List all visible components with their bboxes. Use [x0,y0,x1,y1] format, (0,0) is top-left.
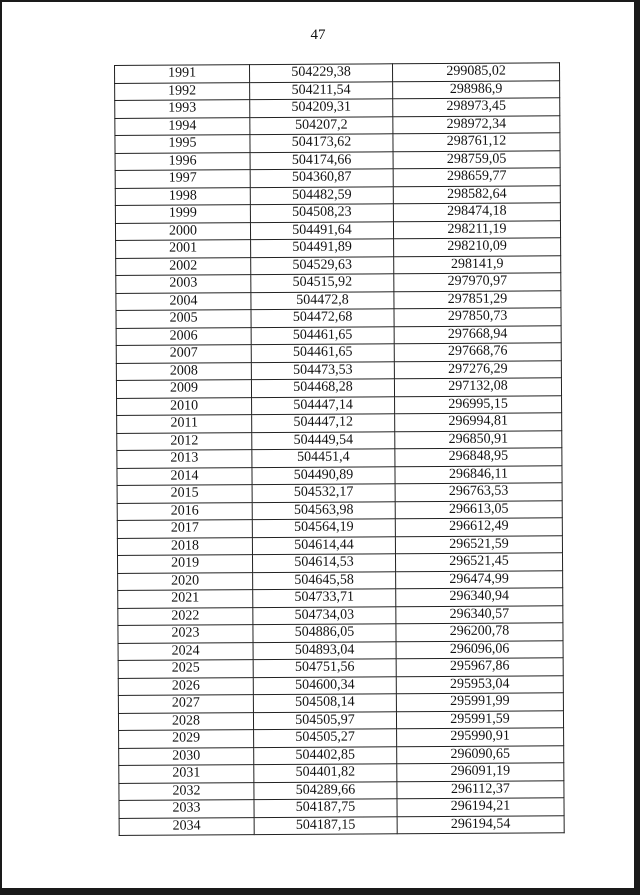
x-coordinate-cell: 504490,89 [252,466,395,484]
x-coordinate-cell: 504508,14 [253,694,396,712]
y-coordinate-cell: 295967,86 [396,658,563,677]
x-coordinate-cell: 504529,63 [251,256,394,274]
x-coordinate-cell: 504229,38 [250,64,393,82]
table-row [119,815,564,835]
y-coordinate-cell: 296613,05 [395,500,562,519]
y-coordinate-cell: 296474,99 [396,570,563,589]
x-coordinate-cell: 504468,28 [251,379,394,397]
x-coordinate-cell: 504472,8 [251,291,394,309]
y-coordinate-cell: 298210,09 [394,238,561,257]
x-coordinate-cell: 504515,92 [251,274,394,292]
y-coordinate-cell: 295953,04 [396,675,563,694]
x-coordinate-cell: 504187,15 [254,816,397,834]
x-coordinate-cell: 504886,05 [253,624,396,642]
y-coordinate-cell: 297970,97 [394,273,561,292]
x-coordinate-cell: 504461,65 [251,326,394,344]
y-coordinate-cell: 296340,57 [396,605,563,624]
point-number-cell: 2003 [116,275,251,293]
x-coordinate-cell: 504482,59 [250,186,393,204]
y-coordinate-cell: 299085,02 [392,63,559,82]
point-number-cell: 2007 [116,345,251,363]
x-coordinate-cell: 504600,34 [253,676,396,694]
y-coordinate-cell: 296090,65 [397,745,564,764]
y-coordinate-cell: 296340,94 [396,588,563,607]
x-coordinate-cell: 504187,75 [254,799,397,817]
point-number-cell: 2009 [116,380,251,398]
y-coordinate-cell: 298973,45 [393,98,560,117]
point-number-cell: 1992 [115,82,250,100]
y-coordinate-cell: 298761,12 [393,133,560,152]
point-number-cell: 1993 [115,100,250,118]
point-number-cell: 2008 [116,362,251,380]
x-coordinate-cell: 504614,53 [252,554,395,572]
point-number-cell: 2018 [117,537,252,555]
point-number-cell: 2014 [117,467,252,485]
y-coordinate-cell: 297276,29 [394,360,561,379]
x-coordinate-cell: 504461,65 [251,344,394,362]
y-coordinate-cell: 297850,73 [394,308,561,327]
y-coordinate-cell: 296200,78 [396,623,563,642]
y-coordinate-cell: 297668,76 [394,343,561,362]
point-number-cell: 1996 [115,152,250,170]
point-number-cell: 2020 [118,572,253,590]
x-coordinate-cell: 504564,19 [252,519,395,537]
point-number-cell: 2021 [118,590,253,608]
point-number-cell: 2023 [118,625,253,643]
y-coordinate-cell: 296521,59 [395,535,562,554]
page-number: 47 [310,27,326,43]
y-coordinate-cell: 296091,19 [397,763,564,782]
y-coordinate-cell: 296194,21 [397,798,564,817]
y-coordinate-cell: 298986,9 [393,80,560,99]
y-coordinate-cell: 297851,29 [394,290,561,309]
x-coordinate-cell: 504563,98 [252,501,395,519]
x-coordinate-cell: 504402,85 [254,746,397,764]
point-number-cell: 2025 [118,660,253,678]
x-coordinate-cell: 504447,12 [252,414,395,432]
x-coordinate-cell: 504505,27 [254,729,397,747]
x-coordinate-cell: 504893,04 [253,641,396,659]
x-coordinate-cell: 504473,53 [251,361,394,379]
x-coordinate-cell: 504532,17 [252,484,395,502]
x-coordinate-cell: 504645,58 [253,571,396,589]
point-number-cell: 1995 [115,135,250,153]
point-number-cell: 2030 [119,747,254,765]
x-coordinate-cell: 504360,87 [250,169,393,187]
point-number-cell: 1997 [115,170,250,188]
coordinates-table-body [115,63,565,836]
point-number-cell: 2022 [118,607,253,625]
point-number-cell: 1991 [115,65,250,83]
point-number-cell: 2015 [117,485,252,503]
point-number-cell: 2004 [116,292,251,310]
point-number-cell: 2013 [117,450,252,468]
y-coordinate-cell: 297668,94 [394,325,561,344]
x-coordinate-cell: 504447,14 [252,396,395,414]
y-coordinate-cell: 298474,18 [393,203,560,222]
point-number-cell: 2001 [116,240,251,258]
y-coordinate-cell: 296995,15 [395,395,562,414]
point-number-cell: 2033 [119,800,254,818]
x-coordinate-cell: 504289,66 [254,781,397,799]
point-number-cell: 2029 [119,730,254,748]
point-number-cell: 2016 [117,502,252,520]
y-coordinate-cell: 298582,64 [393,185,560,204]
x-coordinate-cell: 504505,97 [253,711,396,729]
point-number-cell: 2027 [118,695,253,713]
x-coordinate-cell: 504733,71 [253,589,396,607]
point-number-cell: 1994 [115,117,250,135]
point-number-cell: 2011 [117,415,252,433]
y-coordinate-cell: 295991,99 [396,693,563,712]
point-number-cell: 2028 [118,712,253,730]
y-coordinate-cell: 296194,54 [397,815,564,834]
point-number-cell: 2005 [116,310,251,328]
x-coordinate-cell: 504207,2 [250,116,393,134]
y-coordinate-cell: 296850,91 [395,430,562,449]
y-coordinate-cell: 296763,53 [395,483,562,502]
y-coordinate-cell: 298211,19 [393,220,560,239]
y-coordinate-cell: 296612,49 [395,518,562,537]
point-number-cell: 1999 [115,205,250,223]
y-coordinate-cell: 295990,91 [397,728,564,747]
y-coordinate-cell: 296112,37 [397,780,564,799]
point-number-cell: 2026 [118,677,253,695]
x-coordinate-cell: 504173,62 [250,134,393,152]
x-coordinate-cell: 504614,44 [252,536,395,554]
x-coordinate-cell: 504491,64 [250,221,393,239]
x-coordinate-cell: 504211,54 [250,81,393,99]
y-coordinate-cell: 296521,45 [395,553,562,572]
y-coordinate-cell: 298659,77 [393,168,560,187]
x-coordinate-cell: 504508,23 [250,204,393,222]
y-coordinate-cell: 295991,59 [396,710,563,729]
y-coordinate-cell: 297132,08 [394,378,561,397]
point-number-cell: 2000 [115,222,250,240]
point-number-cell: 2032 [119,782,254,800]
point-number-cell: 2017 [117,520,252,538]
x-coordinate-cell: 504734,03 [253,606,396,624]
y-coordinate-cell: 296994,81 [395,413,562,432]
y-coordinate-cell: 296096,06 [396,640,563,659]
point-number-cell: 2010 [117,397,252,415]
y-coordinate-cell: 296848,95 [395,448,562,467]
point-number-cell: 2006 [116,327,251,345]
x-coordinate-cell: 504472,68 [251,309,394,327]
point-number-cell: 2019 [117,555,252,573]
point-number-cell: 2002 [116,257,251,275]
x-coordinate-cell: 504449,54 [252,431,395,449]
x-coordinate-cell: 504401,82 [254,764,397,782]
y-coordinate-cell: 298141,9 [394,255,561,274]
point-number-cell: 2012 [117,432,252,450]
x-coordinate-cell: 504751,56 [253,659,396,677]
y-coordinate-cell: 298972,34 [393,115,560,134]
x-coordinate-cell: 504209,31 [250,99,393,117]
x-coordinate-cell: 504491,89 [251,239,394,257]
point-number-cell: 2034 [119,817,254,835]
coordinates-table [114,62,565,836]
x-coordinate-cell: 504174,66 [250,151,393,169]
point-number-cell: 1998 [115,187,250,205]
x-coordinate-cell: 504451,4 [252,449,395,467]
document-page [2,2,634,888]
y-coordinate-cell: 298759,05 [393,150,560,169]
point-number-cell: 2024 [118,642,253,660]
point-number-cell: 2031 [119,765,254,783]
y-coordinate-cell: 296846,11 [395,465,562,484]
